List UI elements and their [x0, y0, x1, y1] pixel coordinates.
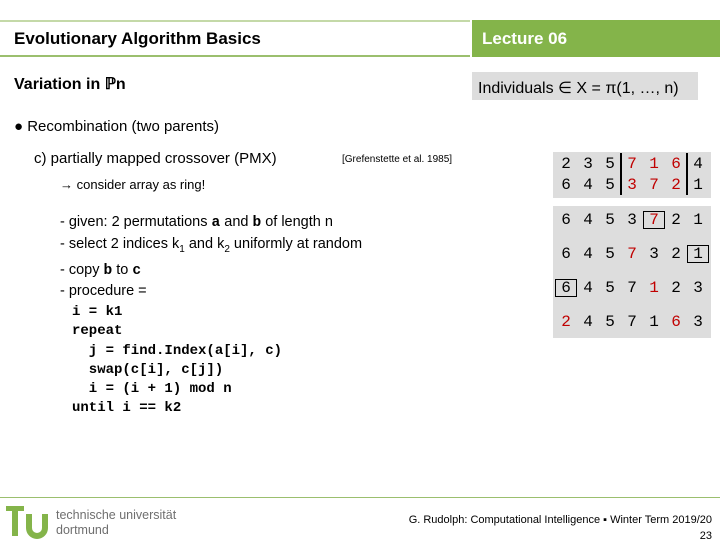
array-cell: 3 [583, 155, 593, 173]
footer-divider [0, 497, 720, 498]
result-row [553, 313, 713, 331]
individuals-label: Individuals ∈ X = π(1, …, n) [478, 80, 679, 97]
array-cell: 1 [693, 176, 703, 194]
array-cell: 6 [561, 245, 571, 263]
footer-citation-block [409, 512, 712, 544]
array-cell: 7 [627, 279, 637, 297]
array-cell: 5 [605, 155, 615, 173]
step2-row [553, 245, 713, 263]
steps-list [60, 212, 362, 302]
recombination-bullet: ● Recombination (two parents) [14, 118, 219, 135]
array-cell: 5 [605, 313, 615, 331]
copy-line: - copy b to c [60, 261, 142, 279]
array-cell: 2 [561, 155, 571, 173]
given-line: - given: 2 permutations a and b of length n [60, 214, 333, 231]
array-cell: 6 [561, 176, 571, 194]
array-cell: 6 [671, 313, 681, 331]
array-cell: 2 [671, 211, 681, 229]
array-cell: 3 [693, 279, 703, 297]
individuals-box [472, 72, 698, 100]
array-cell: 1 [649, 155, 659, 173]
array-cell: 1 [649, 313, 659, 331]
array-cell: 3 [627, 176, 637, 194]
array-cell: 6 [671, 155, 681, 173]
array-cell: 1 [693, 211, 703, 229]
array-cell: 1 [687, 245, 709, 263]
footer-citation: G. Rudolph: Computational Intelligence ▪ Winter Term 2019/20 [408, 514, 712, 526]
pmx-reference: [Grefenstette et al. 1985] [342, 154, 453, 165]
array-cell: 7 [627, 155, 637, 173]
array-cell: 2 [671, 245, 681, 263]
parent-b-row [553, 176, 713, 194]
array-cell: 4 [693, 155, 703, 173]
slide-title-bar [0, 20, 470, 57]
array-cell: 2 [561, 313, 571, 331]
array-cell: 7 [643, 211, 665, 229]
lecture-label: Lecture 06 [482, 29, 568, 48]
logo-line2: dortmund [56, 523, 109, 537]
array-cell: 7 [627, 245, 637, 263]
pmx-pseudocode: i = k1 repeat j = find.Index(a[i], c) swap(c[i], c[j]) i = (i + 1) mod n until i == k2 [72, 304, 283, 417]
array-cell: 4 [583, 245, 593, 263]
step3-row [553, 279, 713, 297]
tu-dortmund-logo [4, 504, 204, 545]
slide-title: Evolutionary Algorithm Basics [14, 29, 261, 48]
array-cell: 3 [693, 313, 703, 331]
ring-note: → consider array as ring! [60, 177, 206, 192]
procedure-line: - procedure = [60, 283, 147, 300]
array-cell: 5 [605, 211, 615, 229]
pmx-title: c) partially mapped crossover (PMX) [34, 150, 277, 167]
step1-row [553, 211, 713, 229]
variation-heading: Variation in ℙn [14, 76, 126, 93]
array-cell: 1 [649, 279, 659, 297]
array-cell: 5 [605, 279, 615, 297]
array-cell: 3 [649, 245, 659, 263]
array-cell: 2 [671, 176, 681, 194]
logo-line1: technische universität [56, 508, 177, 522]
array-cell: 4 [583, 211, 593, 229]
array-cell: 5 [605, 245, 615, 263]
array-cell: 4 [583, 313, 593, 331]
array-cell: 4 [583, 279, 593, 297]
array-cell: 5 [605, 176, 615, 194]
parent-a-row [553, 155, 713, 173]
array-cell: 4 [583, 176, 593, 194]
array-cell: 2 [671, 279, 681, 297]
lecture-banner [472, 20, 720, 57]
array-cell: 7 [627, 313, 637, 331]
array-cell: 6 [561, 211, 571, 229]
array-cell: 6 [555, 279, 577, 297]
select-line: - select 2 indices $k_1$ and $k_2$ uniformly at random [60, 235, 363, 255]
array-cell: 3 [627, 211, 637, 229]
page-number: 23 [699, 530, 712, 542]
array-cell: 7 [649, 176, 659, 194]
